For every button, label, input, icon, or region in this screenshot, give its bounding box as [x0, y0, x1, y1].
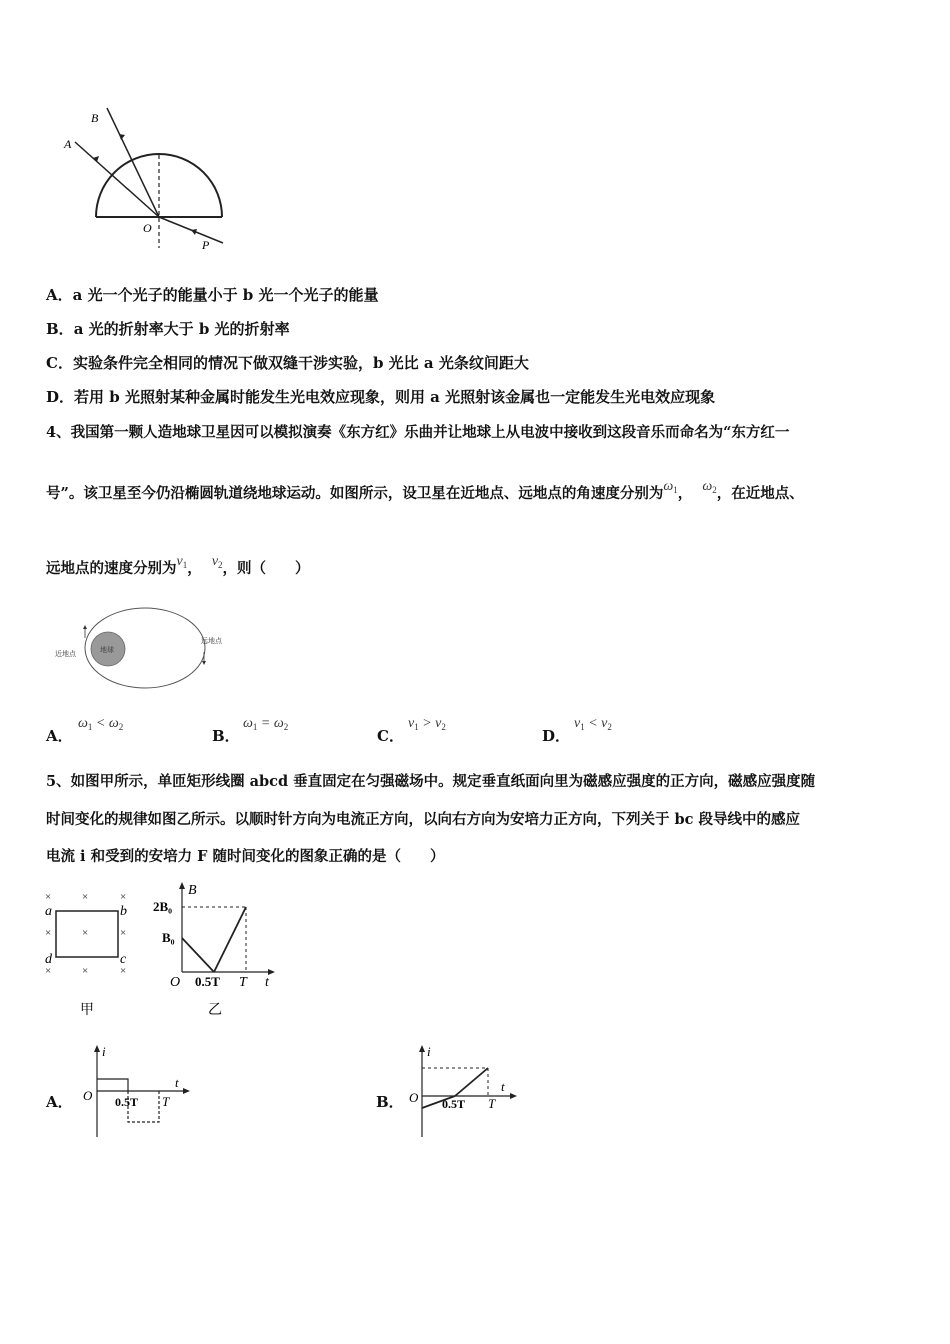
- label-O: O: [143, 221, 152, 235]
- q5-option-b[interactable]: B．: [376, 1093, 404, 1111]
- b-t-graph-yi: [150, 880, 280, 1024]
- q5-option-b-graph: [408, 1042, 523, 1140]
- q5-stem-line1: 5、如图甲所示，单匝矩形线圈 abcd 垂直固定在匀强磁场中。规定垂直纸面向里为磁感应强度的正方向，磁感应强度随: [46, 773, 816, 790]
- svg-text:0.5T: 0.5T: [115, 1095, 139, 1109]
- q4-option-a[interactable]: A．: [46, 727, 73, 745]
- q4-stem-line3: 远地点的速度分别为$v_1$， $v_2$，则（ ）: [46, 554, 310, 577]
- q3-option-d[interactable]: D．若用 b 光照射某种金属时能发生光电效应现象，则用 a 光照射该金属也一定能发生光电效应现象: [46, 388, 716, 406]
- corner-d: d: [45, 952, 52, 967]
- q5-option-a[interactable]: A．: [46, 1093, 73, 1111]
- label-A: A: [64, 137, 72, 151]
- caption-jia: 甲: [80, 1003, 94, 1018]
- label-B: B: [91, 111, 99, 125]
- q4-option-b-expr: $\omega_1 = \omega_2$: [243, 716, 289, 732]
- svg-text:i: i: [427, 1044, 431, 1059]
- corner-c: c: [120, 952, 127, 967]
- axis-B: B: [188, 883, 197, 898]
- svg-text:×: ×: [120, 965, 127, 977]
- svg-text:0.5T: 0.5T: [442, 1097, 466, 1111]
- q5-option-a-graph: [78, 1042, 193, 1140]
- earth-label: 地球: [100, 646, 114, 654]
- q3-option-a[interactable]: A．a 光一个光子的能量小于 b 光一个光子的能量: [46, 286, 379, 304]
- q4-option-a-expr: $\omega_1 < \omega_2$: [78, 716, 124, 732]
- q4-option-c[interactable]: C．: [377, 727, 404, 745]
- corner-b: b: [120, 904, 127, 919]
- svg-text:O: O: [409, 1090, 419, 1105]
- refraction-figure: [55, 100, 235, 260]
- svg-text:T: T: [162, 1094, 170, 1109]
- label-P: P: [202, 238, 210, 252]
- q3-option-b[interactable]: B．a 光的折射率大于 b 光的折射率: [46, 320, 290, 338]
- tick-T: T: [239, 975, 247, 990]
- q4-option-c-expr: $v_1 > v_2$: [408, 716, 446, 732]
- svg-text:×: ×: [45, 891, 52, 903]
- q4-stem-line2: 号”。该卫星至今仍沿椭圆轨道绕地球运动。如图所示，设卫星在近地点、远地点的角速度分别为$\omega_1$， $\omega_2$，在近地点、: [46, 479, 804, 502]
- q3-option-c[interactable]: C．实验条件完全相同的情况下做双缝干涉实验，b 光比 a 光条纹间距大: [46, 354, 529, 372]
- axis-t: t: [265, 975, 269, 990]
- q4-option-d-expr: $v_1 < v_2$: [574, 716, 612, 732]
- svg-text:×: ×: [120, 891, 127, 903]
- origin-O: O: [170, 975, 181, 990]
- far-point-label: 远地点: [201, 637, 222, 645]
- caption-yi: 乙: [208, 1003, 222, 1018]
- q4-option-d[interactable]: D．: [542, 727, 571, 745]
- svg-text:t: t: [175, 1075, 179, 1090]
- coil-figure-jia: [40, 884, 140, 1024]
- q4-stem-line1: 4、我国第一颗人造地球卫星因可以模拟演奏《东方红》乐曲并让地球上从电波中接收到这段音乐而命名为“东方红一: [46, 424, 790, 441]
- q4-option-b[interactable]: B．: [212, 727, 240, 745]
- svg-text:×: ×: [45, 927, 52, 939]
- q5-stem-line2: 时间变化的规律如图乙所示。以顺时针方向为电流正方向，以向右方向为安培力正方向，下列关于 bc 段导线中的感应: [46, 811, 801, 828]
- svg-text:T: T: [488, 1096, 496, 1111]
- svg-text:×: ×: [120, 927, 127, 939]
- svg-text:×: ×: [82, 891, 89, 903]
- svg-text:×: ×: [82, 927, 89, 939]
- corner-a: a: [45, 904, 52, 919]
- svg-text:×: ×: [82, 965, 89, 977]
- near-point-label: 近地点: [55, 650, 76, 658]
- svg-text:t: t: [501, 1079, 505, 1094]
- orbit-figure: [55, 605, 235, 693]
- tick-2B0: 2B₀: [153, 899, 173, 914]
- svg-text:O: O: [83, 1088, 93, 1103]
- q5-stem-line3: 电流 i 和受到的安培力 F 随时间变化的图象正确的是（ ）: [46, 848, 445, 865]
- tick-half-T: 0.5T: [195, 974, 220, 989]
- svg-text:i: i: [102, 1044, 106, 1059]
- svg-text:×: ×: [45, 965, 52, 977]
- tick-B0: B₀: [162, 930, 175, 945]
